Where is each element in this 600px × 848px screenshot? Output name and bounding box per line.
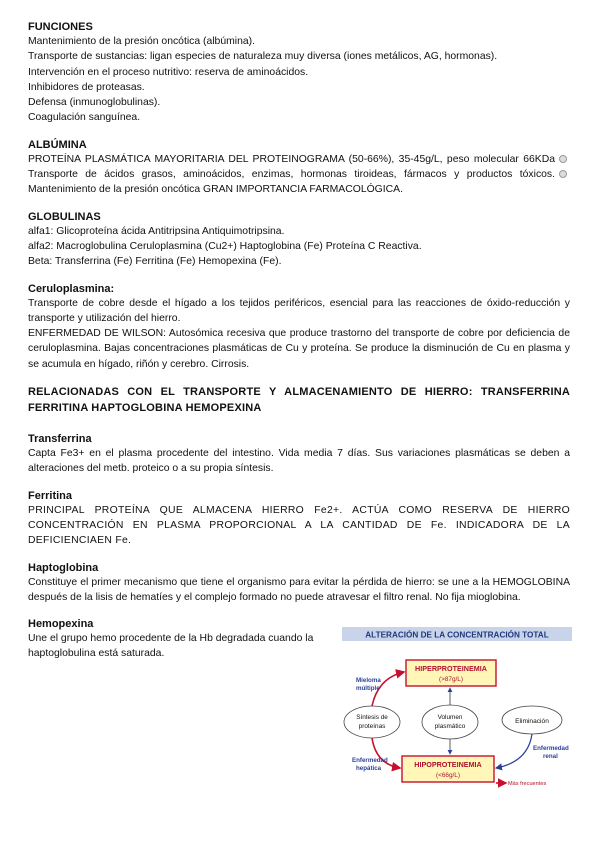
section-haptoglobina	[28, 561, 570, 606]
hyper-value: (>87g/L)	[439, 676, 463, 683]
sintesis-label-2: proteínas	[358, 723, 386, 730]
hepatica-label-2: hepática	[356, 765, 382, 772]
concentration-diagram	[340, 626, 574, 788]
globulinas-line: Beta: Transferrina (Fe) Ferritina (Fe) Hemopexina (Fe).	[28, 256, 282, 268]
hemopexina-text: Une el grupo hemo procedente de la Hb degradada cuando la haptoglobulina está saturada.	[28, 633, 314, 660]
legend-label: Más frecuentes	[508, 781, 547, 787]
ferritina-text: PRINCIPAL PROTEÍNA QUE ALMACENA HIERRO Fe2+. ACTÚA COMO RESERVA DE HIERRO CONCENTRACIÓN EN PLASMA PROPORCIONAL A LA CANTIDAD DE Fe. INDICADORA DE LA DEFICIENCIAEN Fe.	[28, 504, 570, 547]
volumen-label-1: Volumen	[437, 714, 463, 721]
document-page	[28, 20, 570, 674]
arrow-eliminacion-hypo	[496, 734, 532, 768]
hemopexina-title: Hemopexina	[28, 618, 94, 631]
hyper-label: HIPERPROTEINEMIA	[415, 664, 487, 673]
diagram-svg	[340, 626, 574, 788]
haptoglobina-text: Constituye el primer mecanismo que tiene el organismo para evitar la pérdida de hierro: se une a la HEMOGLOBINA después de la lisis de hematíes y el complejo formado no puede atravesar el filtro renal. No fija mioglobina.	[28, 576, 570, 603]
section-hierro	[28, 384, 570, 416]
funciones-line: Transporte de sustancias: ligan especies de naturaleza muy diversa (iones metálicos, AG, hormonas).	[28, 51, 498, 63]
diagram-title: ALTERACIÓN DE LA CONCENTRACIÓN TOTAL	[365, 630, 549, 640]
albumina-text	[28, 152, 570, 198]
hypo-label: HIPOPROTEINEMIA	[414, 760, 482, 769]
sintesis-ellipse	[344, 706, 400, 738]
section-albumina	[28, 138, 570, 198]
hypo-value: (<66g/L)	[436, 772, 460, 779]
renal-label-1: Enfermedad	[533, 745, 569, 752]
section-transferrina	[28, 432, 570, 477]
section-ferritina	[28, 489, 570, 549]
funciones-title: FUNCIONES	[28, 21, 93, 33]
funciones-line: Intervención en el proceso nutritivo: reserva de aminoácidos.	[28, 66, 309, 78]
globulinas-title: GLOBULINAS	[28, 210, 101, 223]
ferritina-title: Ferritina	[28, 489, 73, 502]
globulinas-line: alfa1: Glicoproteína ácida Antitripsina Antiquimotripsina.	[28, 225, 285, 237]
section-ceruloplasmina	[28, 282, 570, 372]
funciones-line: Coagulación sanguínea.	[28, 112, 141, 124]
volumen-ellipse	[422, 705, 478, 739]
albumina-part2: Transporte de ácidos grasos, aminoácidos, enzimas, hormonas tiroideas, fármacos y productos tóxicos.	[28, 169, 555, 181]
transferrina-title: Transferrina	[28, 433, 92, 446]
bullet-icon	[559, 170, 567, 178]
funciones-line: Inhibidores de proteasas.	[28, 81, 145, 93]
renal-label-2: renal	[543, 753, 558, 760]
transferrina-text: Capta Fe3+ en el plasma procedente del intestino. Vida media 7 días. Sus variaciones plasmáticas se deben a alteraciones del metb. proteico o a su propia síntesis.	[28, 448, 570, 475]
mieloma-label-1: Mieloma	[356, 677, 381, 684]
ceruloplasmina-p2: ENFERMEDAD DE WILSON: Autosómica recesiva que produce trastorno del transporte de cobre por deficiencia de ceruloplasmina. Bajas concentraciones plasmáticas de Cu y proteína. Se produce la disminución de Cu en plasma y se acumula en hígado, riñón y cerebro. Cirrosis.	[28, 328, 570, 370]
hierro-title: RELACIONADAS CON EL TRANSPORTE Y ALMACENAMIENTO DE HIERRO: TRANSFERRINA FERRITINA HAPTOGLOBINA HEMOPEXINA	[28, 386, 570, 415]
funciones-line: Mantenimiento de la presión oncótica (albúmina).	[28, 36, 255, 47]
section-globulinas	[28, 210, 570, 270]
globulinas-line: alfa2: Macroglobulina Ceruloplasmina (Cu2+) Haptoglobina (Fe) Proteína C Reactiva.	[28, 240, 422, 252]
eliminacion-label: Eliminación	[515, 718, 549, 725]
section-funciones	[28, 20, 570, 126]
ceruloplasmina-title: Ceruloplasmina:	[28, 282, 115, 295]
haptoglobina-title: Haptoglobina	[28, 561, 99, 574]
ceruloplasmina-p1: Transporte de cobre desde el hígado a los tejidos periféricos, esencial para las reacciones de óxido-reducción y transporte y utilización del hierro.	[28, 297, 570, 324]
bullet-icon	[559, 155, 567, 163]
albumina-part1: PROTEÍNA PLASMÁTICA MAYORITARIA DEL PROTEINOGRAMA (50-66%), 35-45g/L, peso molecular 66KDa	[28, 153, 555, 165]
mieloma-label-2: múltiple	[356, 685, 380, 692]
sintesis-label-1: Síntesis de	[356, 714, 388, 721]
albumina-title: ALBÚMINA	[28, 138, 87, 151]
volumen-label-2: plasmático	[434, 723, 466, 730]
funciones-line: Defensa (inmunoglobulinas).	[28, 97, 161, 109]
hepatica-label-1: Enfermedad	[352, 757, 388, 764]
albumina-part3: Mantenimiento de la presión oncótica GRAN IMPORTANCIA FARMACOLÓGICA.	[28, 184, 403, 196]
